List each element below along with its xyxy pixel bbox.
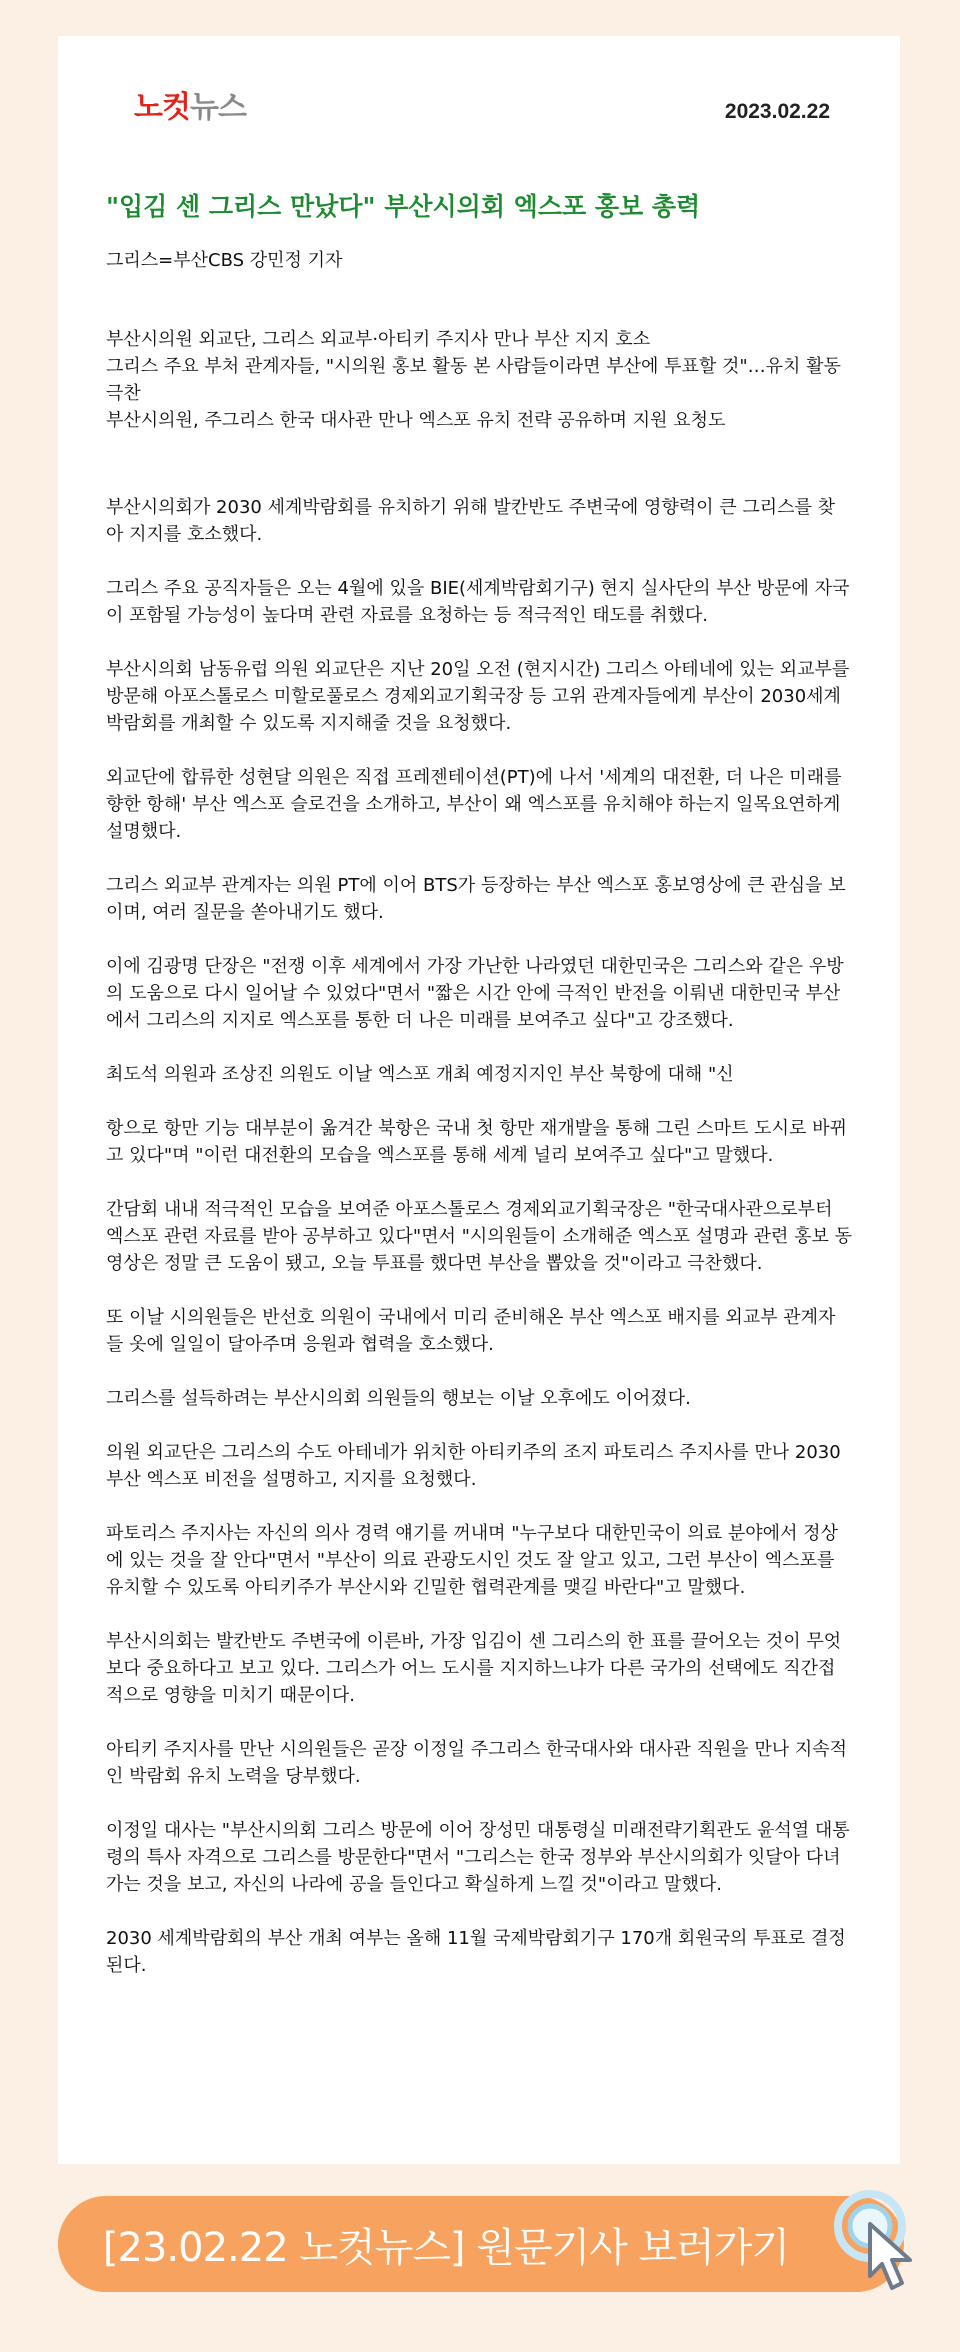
body-paragraph: 부산시의회는 발칸반도 주변국에 이른바, 가장 입김이 센 그리스의 한 표를 끌어오는 것이 무엇보다 중요하다고 보고 있다. 그리스가 어느 도시를 지지하느냐가 다른 국가의 선택에도 직간접적으로 영향을 미치기 때문이다. — [106, 1631, 842, 1706]
article-card — [58, 36, 900, 2164]
body-paragraph: 부산시의회가 2030 세계박람회를 유치하기 위해 발칸반도 주변국에 영향력이 큰 그리스를 찾아 지지를 호소했다. — [106, 497, 835, 545]
view-original-article-button[interactable] — [58, 2196, 904, 2292]
body-paragraph: 또 이날 시의원들은 반선호 의원이 국내에서 미리 준비해온 부산 엑스포 배지를 외교부 관계자들 옷에 일일이 달아주며 응원과 협력을 호소했다. — [106, 1307, 836, 1355]
body-paragraph: 의원 외교단은 그리스의 수도 아테네가 위치한 아티키주의 조지 파토리스 주지사를 만나 2030 부산 엑스포 비전을 설명하고, 지지를 요청했다. — [106, 1442, 841, 1490]
body-paragraph: 최도석 의원과 조상진 의원도 이날 엑스포 개최 예정지지인 부산 북항에 대해 "신 — [106, 1064, 734, 1085]
body-paragraph: 2030 세계박람회의 부산 개최 여부는 올해 11월 국제박람회기구 170개 회원국의 투표로 결정된다. — [106, 1928, 846, 1976]
body-paragraph: 그리스 외교부 관계자는 의원 PT에 이어 BTS가 등장하는 부산 엑스포 홍보영상에 큰 관심을 보이며, 여러 질문을 쏟아내기도 했다. — [106, 875, 846, 923]
article-subtitles — [106, 326, 852, 434]
body-paragraph: 이에 김광명 단장은 "전쟁 이후 세계에서 가장 가난한 나라였던 대한민국은 그리스와 같은 우방의 도움으로 다시 일어날 수 있었다"면서 "짧은 시간 안에 극적인 반전을 이뤄낸 대한민국 부산에서 그리스의 지지로 엑스포를 통한 더 나은 미래를 보여주고 싶다"고 강조했다. — [106, 956, 844, 1031]
article-body — [106, 494, 852, 1979]
article-byline: 그리스=부산CBS 강민정 기자 — [106, 250, 343, 271]
body-paragraph: 항으로 항만 기능 대부분이 옮겨간 북항은 국내 첫 항만 재개발을 통해 그린 스마트 도시로 바뀌고 있다"며 "이런 대전환의 모습을 엑스포를 통해 세계 널리 보여주고 싶다"고 말했다. — [106, 1118, 847, 1166]
body-paragraph: 아티키 주지사를 만난 시의원들은 곧장 이정일 주그리스 한국대사와 대사관 직원을 만나 지속적인 박람회 유치 노력을 당부했다. — [106, 1739, 848, 1787]
logo-red-text: 노컷 — [134, 90, 190, 125]
click-pointer-icon — [826, 2184, 936, 2304]
body-paragraph: 그리스를 설득하려는 부산시의회 의원들의 행보는 이날 오후에도 이어졌다. — [106, 1388, 691, 1409]
subtitle-line: 그리스 주요 부처 관계자들, "시의원 홍보 활동 본 사람들이라면 부산에 투표할 것"…유치 활동 극찬 — [106, 356, 841, 404]
cta-label: [23.02.22 노컷뉴스] 원문기사 보러가기 — [102, 2224, 790, 2271]
nocut-news-logo — [134, 82, 246, 126]
article-headline: "입김 센 그리스 만났다" 부산시의회 엑스포 홍보 총력 — [106, 192, 701, 221]
body-paragraph: 외교단에 합류한 성현달 의원은 직접 프레젠테이션(PT)에 나서 '세계의 대전환, 더 나은 미래를 향한 항해' 부산 엑스포 슬로건을 소개하고, 부산이 왜 엑스포를 유치해야 하는지 일목요연하게 설명했다. — [106, 767, 842, 842]
subtitle-line: 부산시의원 외교단, 그리스 외교부·아티키 주지사 만나 부산 지지 호소 — [106, 329, 651, 350]
article-date: 2023.02.22 — [724, 100, 830, 123]
body-paragraph: 그리스 주요 공직자들은 오는 4월에 있을 BIE(세계박람회기구) 현지 실사단의 부산 방문에 자국이 포함될 가능성이 높다며 관련 자료를 요청하는 등 적극적인 태도를 취했다. — [106, 578, 850, 626]
body-paragraph: 부산시의회 남동유럽 의원 외교단은 지난 20일 오전 (현지시간) 그리스 아테네에 있는 외교부를 방문해 아포스톨로스 미할로풀로스 경제외교기획국장 등 고위 관계자들에게 부산이 2030세계박람회를 개최할 수 있도록 지지해줄 것을 요청했다. — [106, 659, 850, 734]
body-paragraph: 파토리스 주지사는 자신의 의사 경력 얘기를 꺼내며 "누구보다 대한민국이 의료 분야에서 정상에 있는 것을 잘 안다"면서 "부산이 의료 관광도시인 것도 잘 알고 있고, 그런 부산이 엑스포를 유치할 수 있도록 아티키주가 부산시와 긴밀한 협력관계를 맺길 바란다"고 말했다. — [106, 1523, 838, 1598]
logo-gray-text: 뉴스 — [189, 90, 246, 125]
body-paragraph: 간담회 내내 적극적인 모습을 보여준 아포스톨로스 경제외교기획국장은 "한국대사관으로부터 엑스포 관련 자료를 받아 공부하고 있다"면서 "시의원들이 소개해준 엑스포 설명과 관련 홍보 동영상은 정말 큰 도움이 됐고, 오늘 투표를 했다면 부산을 뽑았을 것"이라고 극찬했다. — [106, 1199, 852, 1274]
article-header — [106, 36, 852, 154]
body-paragraph: 이정일 대사는 "부산시의회 그리스 방문에 이어 장성민 대통령실 미래전략기획관도 윤석열 대통령의 특사 자격으로 그리스를 방문한다"면서 "그리스는 한국 정부와 부산시의회가 잇달아 다녀가는 것을 보고, 자신의 나라에 공을 들인다고 확실하게 느낄 것"이라고 말했다. — [106, 1820, 850, 1895]
subtitle-line: 부산시의원, 주그리스 한국 대사관 만나 엑스포 유치 전략 공유하며 지원 요청도 — [106, 410, 726, 431]
